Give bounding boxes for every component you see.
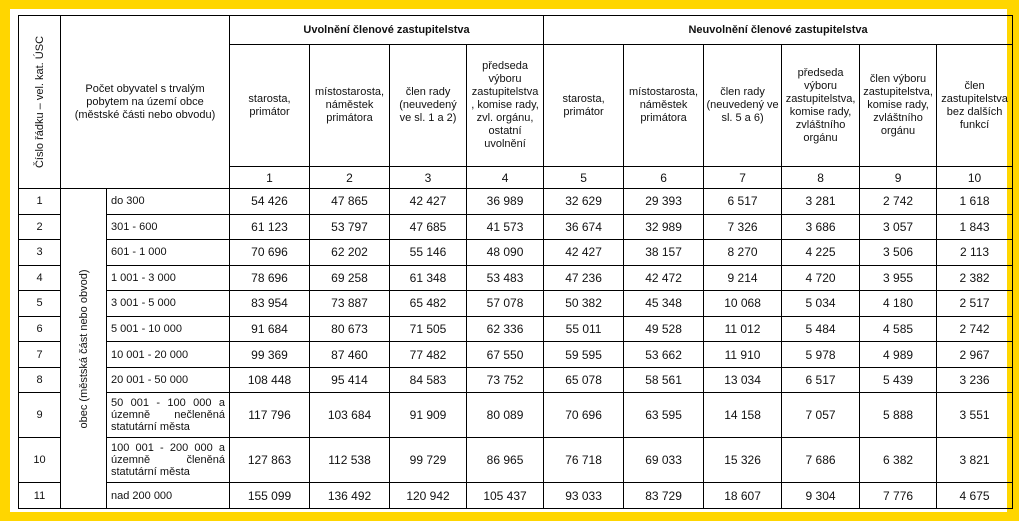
value-cell: 78 696	[230, 265, 310, 291]
value-cell: 41 573	[467, 214, 544, 240]
value-cell: 7 057	[782, 393, 860, 438]
unreleased-members-header: Neuvolnění členové zastupitelstva	[544, 16, 1013, 45]
value-cell: 4 585	[860, 316, 937, 342]
value-cell: 29 393	[624, 189, 704, 215]
value-cell: 73 887	[310, 291, 390, 317]
value-cell: 3 236	[937, 367, 1013, 393]
table-row	[19, 214, 1013, 240]
value-cell: 86 965	[467, 438, 544, 483]
value-cell: 5 484	[782, 316, 860, 342]
value-cell: 62 202	[310, 240, 390, 266]
value-cell: 5 439	[860, 367, 937, 393]
value-cell: 10 068	[704, 291, 782, 317]
population-category: do 300	[107, 189, 230, 215]
row-number-header	[19, 16, 61, 189]
value-cell: 80 673	[310, 316, 390, 342]
value-cell: 6 382	[860, 438, 937, 483]
value-cell: 32 989	[624, 214, 704, 240]
row-number: 8	[19, 367, 61, 393]
value-cell: 58 561	[624, 367, 704, 393]
column-header-1: starosta, primátor	[230, 45, 310, 167]
value-cell: 3 686	[782, 214, 860, 240]
value-cell: 91 909	[390, 393, 467, 438]
value-cell: 32 629	[544, 189, 624, 215]
value-cell: 36 674	[544, 214, 624, 240]
value-cell: 2 113	[937, 240, 1013, 266]
value-cell: 3 821	[937, 438, 1013, 483]
value-cell: 65 078	[544, 367, 624, 393]
value-cell: 5 034	[782, 291, 860, 317]
value-cell: 4 675	[937, 483, 1013, 509]
value-cell: 73 752	[467, 367, 544, 393]
value-cell: 2 382	[937, 265, 1013, 291]
value-cell: 4 180	[860, 291, 937, 317]
released-members-header: Uvolnění členové zastupitelstva	[230, 16, 544, 45]
value-cell: 3 551	[937, 393, 1013, 438]
column-number-4: 4	[467, 167, 544, 189]
value-cell: 70 696	[230, 240, 310, 266]
population-header	[61, 16, 230, 189]
value-cell: 99 729	[390, 438, 467, 483]
table-row	[19, 438, 1013, 483]
value-cell: 61 123	[230, 214, 310, 240]
value-cell: 67 550	[467, 342, 544, 368]
side-label: obec (městská část nebo obvod)	[77, 269, 90, 428]
value-cell: 93 033	[544, 483, 624, 509]
value-cell: 91 684	[230, 316, 310, 342]
value-cell: 155 099	[230, 483, 310, 509]
value-cell: 3 281	[782, 189, 860, 215]
table-row	[19, 189, 1013, 215]
value-cell: 55 146	[390, 240, 467, 266]
population-category: 5 001 - 10 000	[107, 316, 230, 342]
value-cell: 112 538	[310, 438, 390, 483]
value-cell: 8 270	[704, 240, 782, 266]
value-cell: 99 369	[230, 342, 310, 368]
row-number-label: Číslo řádku – vel. kat. ÚSC	[33, 35, 46, 169]
value-cell: 69 258	[310, 265, 390, 291]
value-cell: 5 888	[860, 393, 937, 438]
value-cell: 47 685	[390, 214, 467, 240]
value-cell: 76 718	[544, 438, 624, 483]
population-category: 1 001 - 3 000	[107, 265, 230, 291]
value-cell: 6 517	[704, 189, 782, 215]
population-category: 20 001 - 50 000	[107, 367, 230, 393]
value-cell: 71 505	[390, 316, 467, 342]
value-cell: 2 967	[937, 342, 1013, 368]
population-label: Počet obyvatel s trvalým pobytem na území obce (městské části nebo obvodu)	[74, 82, 216, 121]
table-row	[19, 483, 1013, 509]
column-header-2: místostarosta, náměstek primátora	[310, 45, 390, 167]
table-row	[19, 265, 1013, 291]
value-cell: 42 427	[544, 240, 624, 266]
value-cell: 48 090	[467, 240, 544, 266]
value-cell: 4 720	[782, 265, 860, 291]
value-cell: 7 686	[782, 438, 860, 483]
value-cell: 83 729	[624, 483, 704, 509]
value-cell: 120 942	[390, 483, 467, 509]
value-cell: 87 460	[310, 342, 390, 368]
value-cell: 18 607	[704, 483, 782, 509]
row-number: 5	[19, 291, 61, 317]
value-cell: 3 955	[860, 265, 937, 291]
value-cell: 84 583	[390, 367, 467, 393]
table-row	[19, 240, 1013, 266]
value-cell: 13 034	[704, 367, 782, 393]
value-cell: 63 595	[624, 393, 704, 438]
value-cell: 1 843	[937, 214, 1013, 240]
value-cell: 49 528	[624, 316, 704, 342]
column-number-2: 2	[310, 167, 390, 189]
column-header-7: člen rady (neuvedený ve sl. 5 a 6)	[704, 45, 782, 167]
column-number-6: 6	[624, 167, 704, 189]
value-cell: 7 776	[860, 483, 937, 509]
row-number: 9	[19, 393, 61, 438]
value-cell: 5 978	[782, 342, 860, 368]
table-row	[19, 367, 1013, 393]
value-cell: 103 684	[310, 393, 390, 438]
side-label-cell	[61, 189, 107, 509]
value-cell: 9 304	[782, 483, 860, 509]
value-cell: 105 437	[467, 483, 544, 509]
population-category: nad 200 000	[107, 483, 230, 509]
value-cell: 45 348	[624, 291, 704, 317]
value-cell: 47 865	[310, 189, 390, 215]
column-number-10: 10	[937, 167, 1013, 189]
table-row	[19, 342, 1013, 368]
row-number: 2	[19, 214, 61, 240]
column-number-9: 9	[860, 167, 937, 189]
population-category: 601 - 1 000	[107, 240, 230, 266]
column-header-9: člen výboru zastupitelstva, komise rady, zvláštního orgánu	[860, 45, 937, 167]
value-cell: 127 863	[230, 438, 310, 483]
population-category: 50 001 - 100 000 a územně nečleněná statutární města	[107, 393, 230, 438]
value-cell: 62 336	[467, 316, 544, 342]
value-cell: 7 326	[704, 214, 782, 240]
value-cell: 3 506	[860, 240, 937, 266]
remuneration-table	[18, 15, 1013, 509]
column-number-8: 8	[782, 167, 860, 189]
value-cell: 6 517	[782, 367, 860, 393]
value-cell: 83 954	[230, 291, 310, 317]
document-sheet	[10, 9, 1007, 512]
column-header-8: předseda výboru zastupitelstva, komise rady, zvláštního orgánu	[782, 45, 860, 167]
value-cell: 2 742	[937, 316, 1013, 342]
value-cell: 54 426	[230, 189, 310, 215]
value-cell: 55 011	[544, 316, 624, 342]
row-number: 10	[19, 438, 61, 483]
value-cell: 42 427	[390, 189, 467, 215]
value-cell: 117 796	[230, 393, 310, 438]
value-cell: 61 348	[390, 265, 467, 291]
column-number-5: 5	[544, 167, 624, 189]
row-number: 11	[19, 483, 61, 509]
column-header-3: člen rady (neuvedený ve sl. 1 a 2)	[390, 45, 467, 167]
value-cell: 53 797	[310, 214, 390, 240]
population-category: 100 001 - 200 000 a územně členěná statutární města	[107, 438, 230, 483]
value-cell: 14 158	[704, 393, 782, 438]
value-cell: 36 989	[467, 189, 544, 215]
table-row	[19, 393, 1013, 438]
column-number-1: 1	[230, 167, 310, 189]
value-cell: 53 662	[624, 342, 704, 368]
value-cell: 11 012	[704, 316, 782, 342]
value-cell: 1 618	[937, 189, 1013, 215]
value-cell: 38 157	[624, 240, 704, 266]
value-cell: 9 214	[704, 265, 782, 291]
value-cell: 4 225	[782, 240, 860, 266]
value-cell: 15 326	[704, 438, 782, 483]
column-number-3: 3	[390, 167, 467, 189]
value-cell: 42 472	[624, 265, 704, 291]
table-row	[19, 291, 1013, 317]
value-cell: 95 414	[310, 367, 390, 393]
row-number: 6	[19, 316, 61, 342]
table-row	[19, 316, 1013, 342]
value-cell: 4 989	[860, 342, 937, 368]
population-category: 3 001 - 5 000	[107, 291, 230, 317]
value-cell: 65 482	[390, 291, 467, 317]
row-number: 3	[19, 240, 61, 266]
value-cell: 59 595	[544, 342, 624, 368]
value-cell: 50 382	[544, 291, 624, 317]
population-category: 301 - 600	[107, 214, 230, 240]
row-number: 4	[19, 265, 61, 291]
value-cell: 47 236	[544, 265, 624, 291]
column-number-7: 7	[704, 167, 782, 189]
value-cell: 2 517	[937, 291, 1013, 317]
value-cell: 136 492	[310, 483, 390, 509]
column-header-6: místostarosta, náměstek primátora	[624, 45, 704, 167]
column-header-5: starosta, primátor	[544, 45, 624, 167]
value-cell: 11 910	[704, 342, 782, 368]
value-cell: 77 482	[390, 342, 467, 368]
value-cell: 69 033	[624, 438, 704, 483]
value-cell: 3 057	[860, 214, 937, 240]
row-number: 7	[19, 342, 61, 368]
value-cell: 2 742	[860, 189, 937, 215]
value-cell: 57 078	[467, 291, 544, 317]
column-header-10: člen zastupitelstva bez dalších funkcí	[937, 45, 1013, 167]
value-cell: 80 089	[467, 393, 544, 438]
value-cell: 70 696	[544, 393, 624, 438]
value-cell: 53 483	[467, 265, 544, 291]
value-cell: 108 448	[230, 367, 310, 393]
population-category: 10 001 - 20 000	[107, 342, 230, 368]
row-number: 1	[19, 189, 61, 215]
column-header-4: předseda výboru zastupitelstva , komise rady, zvl. orgánu, ostatní uvolnění	[467, 45, 544, 167]
